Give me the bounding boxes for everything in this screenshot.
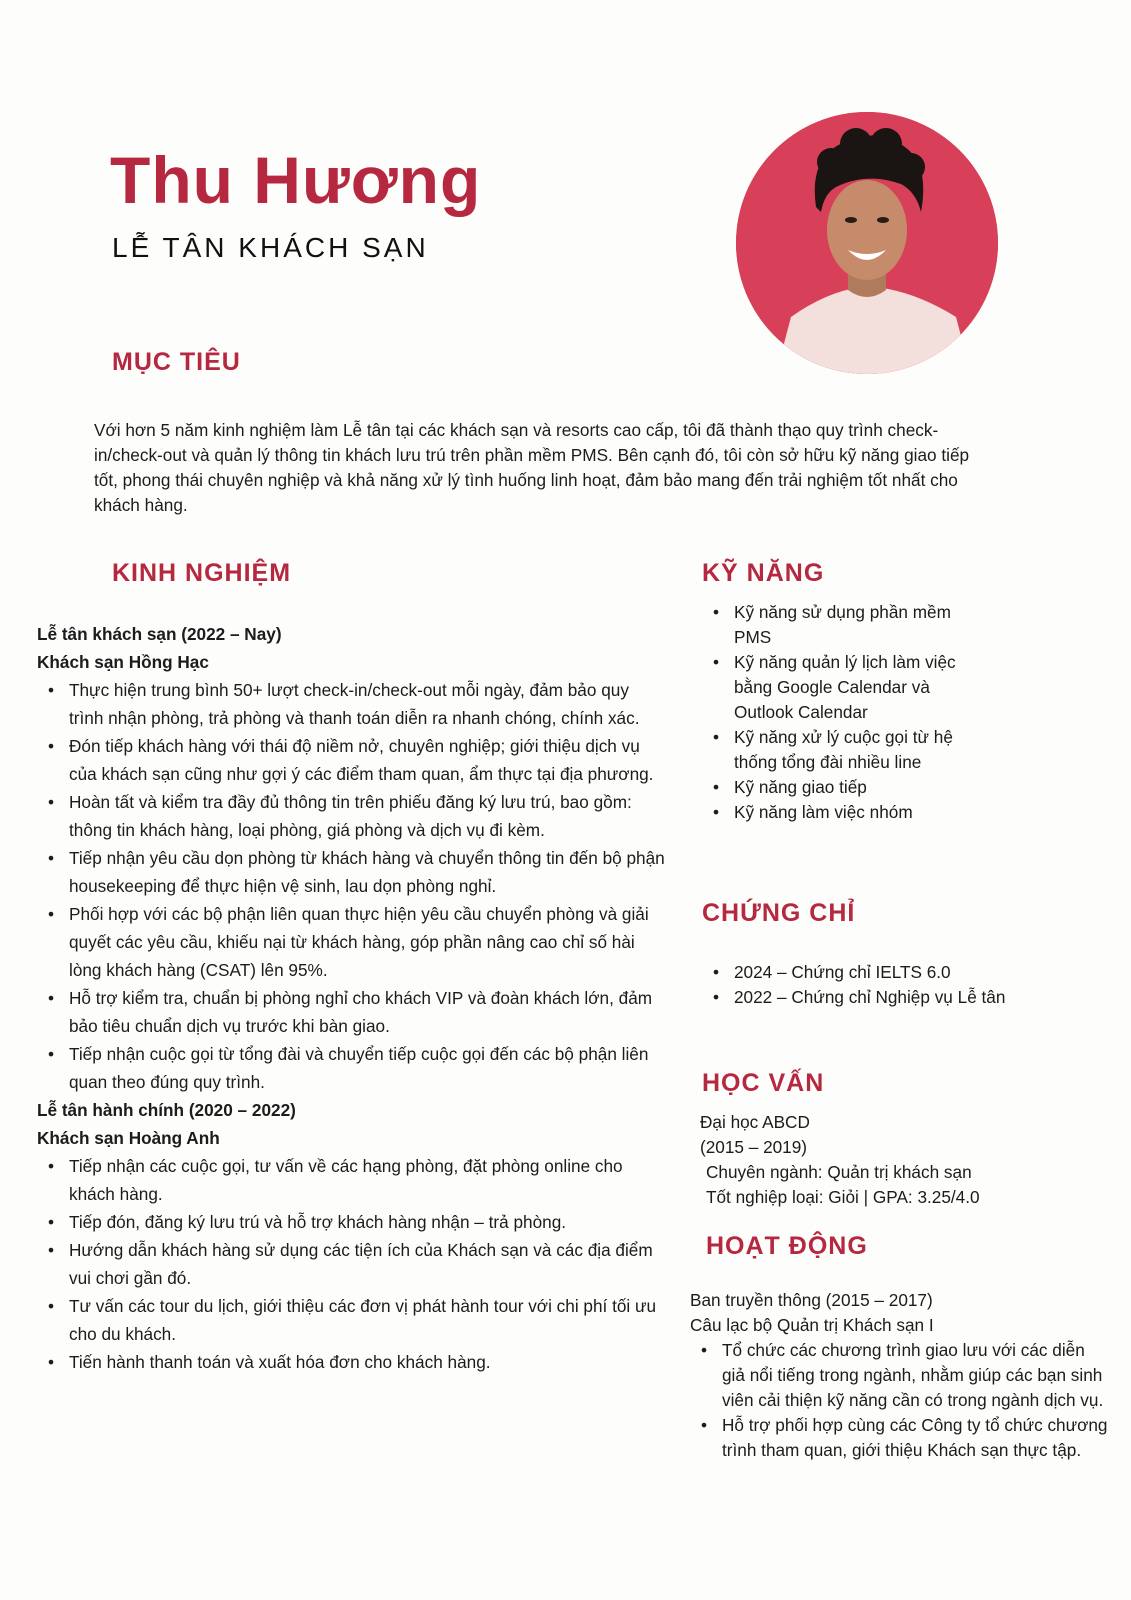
list-item: • Tiếp nhận yêu cầu dọn phòng từ khách hàng và chuyển thông tin đến bộ phận housekeeping để thực hiện vệ sinh, lau dọn phòng nghỉ. <box>37 844 667 900</box>
job-title-line: Lễ tân hành chính (2020 – 2022) <box>37 1100 296 1120</box>
avatar <box>736 112 998 374</box>
certificates-list <box>702 960 1012 1010</box>
activity-org: Câu lạc bộ Quản trị Khách sạn I <box>690 1315 934 1335</box>
education-section <box>700 1110 1030 1210</box>
job-entry <box>37 620 667 1096</box>
education-heading: HỌC VẤN <box>702 1069 825 1097</box>
list-item: • Tổ chức các chương trình giao lưu với các diễn giả nổi tiếng trong ngành, nhằm giúp các bạn sinh viên cải thiện kỹ năng cần có trong ngành dịch vụ. <box>690 1338 1110 1413</box>
list-item: • Tiến hành thanh toán và xuất hóa đơn cho khách hàng. <box>37 1348 667 1376</box>
job-entry <box>37 1096 667 1376</box>
company-name: Khách sạn Hồng Hạc <box>37 652 209 672</box>
certificates-heading: CHỨNG CHỈ <box>702 899 856 927</box>
list-item: • Tiếp đón, đăng ký lưu trú và hỗ trợ khách hàng nhận – trả phòng. <box>37 1208 667 1236</box>
list-item: • Hoàn tất và kiểm tra đầy đủ thông tin trên phiếu đăng ký lưu trú, bao gồm: thông tin khách hàng, loại phòng, giá phòng và dịch vụ đi kèm. <box>37 788 667 844</box>
list-item: • Tiếp nhận các cuộc gọi, tư vấn về các hạng phòng, đặt phòng online cho khách hàng. <box>37 1152 667 1208</box>
list-item: • Kỹ năng sử dụng phần mềm PMS <box>702 600 992 650</box>
list-item: • Tư vấn các tour du lịch, giới thiệu các đơn vị phát hành tour với chi phí tối ưu cho du khách. <box>37 1292 667 1348</box>
portrait-photo-icon <box>736 112 998 374</box>
list-item: • 2022 – Chứng chỉ Nghiệp vụ Lễ tân <box>702 985 1012 1010</box>
list-item: • Thực hiện trung bình 50+ lượt check-in/check-out mỗi ngày, đảm bảo quy trình nhận phòng, trả phòng và thanh toán diễn ra nhanh chóng, chính xác. <box>37 676 667 732</box>
skills-heading: KỸ NĂNG <box>702 559 825 587</box>
list-item: • 2024 – Chứng chỉ IELTS 6.0 <box>702 960 1012 985</box>
objective-heading: MỤC TIÊU <box>112 348 241 376</box>
job-bullets <box>37 1152 667 1376</box>
list-item: • Đón tiếp khách hàng với thái độ niềm nở, chuyên nghiệp; giới thiệu dịch vụ của khách sạn cũng như gợi ý các điểm tham quan, ẩm thực tại địa phương. <box>37 732 667 788</box>
activity-role: Ban truyền thông (2015 – 2017) <box>690 1290 933 1310</box>
major: Chuyên ngành: Quản trị khách sạn <box>706 1162 972 1182</box>
activities-heading: HOẠT ĐỘNG <box>706 1232 868 1260</box>
experience-section <box>37 620 667 1376</box>
list-item: • Kỹ năng làm việc nhóm <box>702 800 992 825</box>
job-title: LỄ TÂN KHÁCH SẠN <box>112 232 429 263</box>
school-name: Đại học ABCD <box>700 1112 810 1132</box>
list-item: • Kỹ năng giao tiếp <box>702 775 992 800</box>
graduation-grade: Tốt nghiệp loại: Giỏi | GPA: 3.25/4.0 <box>706 1187 980 1207</box>
list-item: • Tiếp nhận cuộc gọi từ tổng đài và chuyển tiếp cuộc gọi đến các bộ phận liên quan theo đúng quy trình. <box>37 1040 667 1096</box>
list-item: • Phối hợp với các bộ phận liên quan thực hiện yêu cầu chuyển phòng và giải quyết các yêu cầu, khiếu nại từ khách hàng, góp phần nâng cao chỉ số hài lòng khách hàng (CSAT) lên 95%. <box>37 900 667 984</box>
study-period: (2015 – 2019) <box>700 1137 808 1157</box>
list-item: • Kỹ năng quản lý lịch làm việc bằng Google Calendar và Outlook Calendar <box>702 650 992 725</box>
activity-bullets <box>690 1338 1110 1463</box>
company-name: Khách sạn Hoàng Anh <box>37 1128 220 1148</box>
list-item: • Hướng dẫn khách hàng sử dụng các tiện ích của Khách sạn và các địa điểm vui chơi gần đó. <box>37 1236 667 1292</box>
experience-heading: KINH NGHIỆM <box>112 559 292 587</box>
candidate-name: Thu Hương <box>110 143 482 217</box>
activities-section <box>690 1288 1110 1463</box>
list-item: • Kỹ năng xử lý cuộc gọi từ hệ thống tổng đài nhiều line <box>702 725 992 775</box>
skills-list <box>702 600 992 825</box>
job-bullets <box>37 676 667 1096</box>
job-title-line: Lễ tân khách sạn (2022 – Nay) <box>37 624 282 644</box>
list-item: • Hỗ trợ phối hợp cùng các Công ty tổ chức chương trình tham quan, giới thiệu Khách sạn thực tập. <box>690 1413 1110 1463</box>
objective-text: Với hơn 5 năm kinh nghiệm làm Lễ tân tại các khách sạn và resorts cao cấp, tôi đã thành thạo quy trình check-in/check-out và quản lý thông tin khách lưu trú trên phần mềm PMS. Bên cạnh đó, tôi còn sở hữu kỹ năng giao tiếp tốt, phong thái chuyên nghiệp và khả năng xử lý tình huống linh hoạt, đảm bảo mang đến trải nghiệm tốt nhất cho khách hàng. <box>94 420 970 515</box>
list-item: • Hỗ trợ kiểm tra, chuẩn bị phòng nghỉ cho khách VIP và đoàn khách lớn, đảm bảo tiêu chuẩn dịch vụ trước khi bàn giao. <box>37 984 667 1040</box>
